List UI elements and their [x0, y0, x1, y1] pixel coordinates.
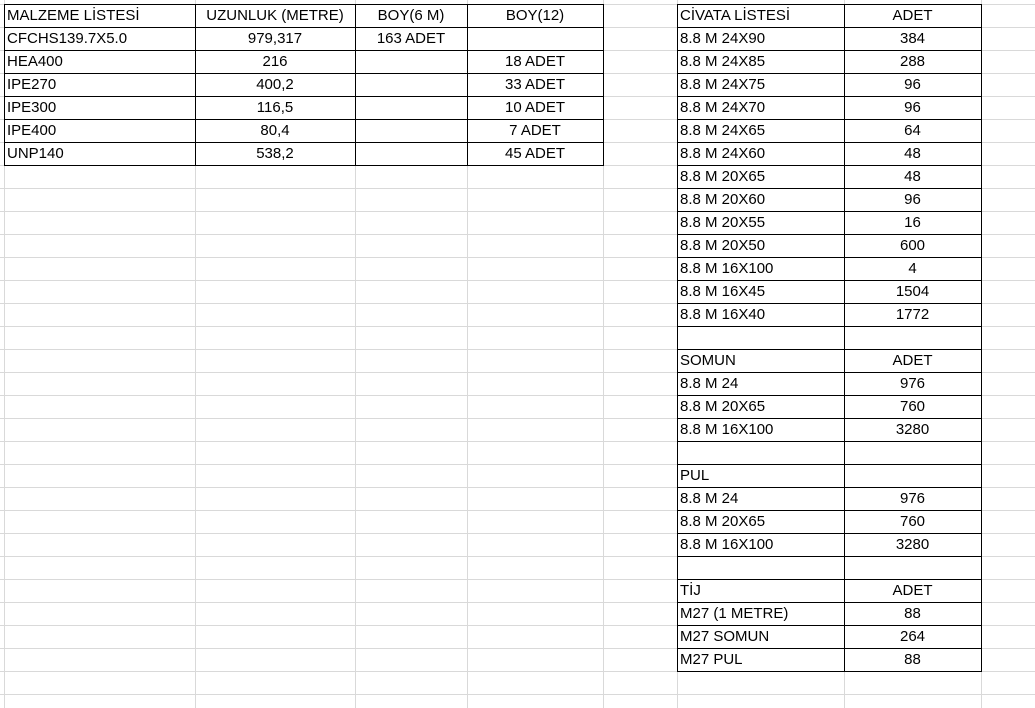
bolt-table-item[interactable]: 8.8 M 24X70 [680, 99, 766, 116]
material-cell[interactable]: 979,317 [247, 30, 303, 47]
bolt-table-item[interactable]: 8.8 M 24X65 [680, 122, 766, 139]
material-cell[interactable]: IPE270 [7, 76, 57, 93]
nut-table-item[interactable]: 8.8 M 20X65 [680, 398, 766, 415]
bolt-table-qty[interactable]: 48 [904, 168, 921, 185]
nut-table-qty[interactable]: 760 [899, 398, 926, 415]
material-cell[interactable]: HEA400 [7, 53, 63, 70]
bolt-table-item[interactable]: 8.8 M 16X100 [680, 260, 774, 277]
material-cell[interactable]: 400,2 [256, 76, 294, 93]
material-cell[interactable]: 33 ADET [504, 76, 566, 93]
bolt-table-qty[interactable]: 600 [899, 237, 926, 254]
bolt-table-border [981, 4, 982, 327]
spacer-row-border [981, 556, 982, 580]
nut-table-item[interactable]: 8.8 M 24 [680, 375, 739, 392]
rod-table-border [981, 579, 982, 672]
nut-table-qty[interactable]: 3280 [895, 421, 930, 438]
rod-table-qty[interactable]: 264 [899, 628, 926, 645]
material-header-cell[interactable]: BOY(12) [505, 7, 565, 24]
material-table-border [4, 165, 604, 166]
bolt-table-header[interactable]: CİVATA LİSTESİ [680, 7, 791, 24]
spacer-row-border [677, 556, 678, 580]
material-cell[interactable]: IPE300 [7, 99, 57, 116]
gridline-row [0, 694, 1035, 695]
spacer-row-border [844, 556, 845, 580]
spacer-row-border [844, 441, 845, 465]
bolt-table-item[interactable]: 8.8 M 20X55 [680, 214, 766, 231]
material-cell[interactable]: 7 ADET [509, 122, 561, 139]
material-header-cell[interactable]: MALZEME LİSTESİ [7, 7, 140, 24]
bolt-table-qty[interactable]: 4 [908, 260, 917, 277]
bolt-table-item[interactable]: 8.8 M 24X60 [680, 145, 766, 162]
nut-table-header-qty[interactable]: ADET [892, 352, 933, 369]
rod-table-item[interactable]: M27 (1 METRE) [680, 605, 789, 622]
bolt-table-qty[interactable]: 48 [904, 145, 921, 162]
rod-table-header[interactable]: TİJ [680, 582, 701, 599]
bolt-table-qty[interactable]: 96 [904, 99, 921, 116]
material-cell[interactable]: 45 ADET [504, 145, 566, 162]
material-cell[interactable]: UNP140 [7, 145, 64, 162]
nut-table-border [981, 349, 982, 442]
bolt-table-qty[interactable]: 16 [904, 214, 921, 231]
bolt-table-item[interactable]: 8.8 M 24X75 [680, 76, 766, 93]
spacer-row-border [981, 326, 982, 350]
material-cell[interactable]: 80,4 [260, 122, 290, 139]
material-cell[interactable] [355, 96, 467, 119]
bolt-table-qty[interactable]: 1504 [895, 283, 930, 300]
bolt-table-item[interactable]: 8.8 M 20X50 [680, 237, 766, 254]
material-cell[interactable]: 216 [262, 53, 288, 70]
material-cell[interactable]: 10 ADET [504, 99, 566, 116]
material-cell[interactable] [355, 50, 467, 73]
bolt-table-qty[interactable]: 384 [899, 30, 926, 47]
bolt-table-header-qty[interactable]: ADET [892, 7, 933, 24]
nut-table-header[interactable]: SOMUN [680, 352, 736, 369]
material-header-cell[interactable]: UZUNLUK (METRE) [206, 7, 344, 24]
material-cell[interactable]: 116,5 [256, 99, 294, 116]
washer-table-item[interactable]: 8.8 M 24 [680, 490, 739, 507]
material-cell[interactable] [467, 27, 603, 50]
bolt-table-item[interactable]: 8.8 M 20X65 [680, 168, 766, 185]
material-cell[interactable]: CFCHS139.7X5.0 [7, 30, 128, 47]
rod-table-qty[interactable]: 88 [904, 605, 921, 622]
spacer-row-border [844, 326, 845, 350]
bolt-table-item[interactable]: 8.8 M 16X40 [680, 306, 766, 323]
bolt-table-qty[interactable]: 96 [904, 76, 921, 93]
nut-table-item[interactable]: 8.8 M 16X100 [680, 421, 774, 438]
washer-table-item[interactable]: 8.8 M 16X100 [680, 536, 774, 553]
rod-table-item[interactable]: M27 SOMUN [680, 628, 770, 645]
washer-table-header-qty[interactable] [844, 464, 981, 487]
spacer-row-border [677, 441, 678, 465]
washer-table-header[interactable]: PUL [680, 467, 710, 484]
material-cell[interactable] [355, 119, 467, 142]
spacer-row-border [677, 579, 982, 580]
spacer-row-border [677, 556, 982, 557]
spacer-row-border [981, 441, 982, 465]
bolt-table-qty[interactable]: 1772 [895, 306, 930, 323]
material-table-border [603, 4, 604, 166]
material-cell[interactable]: 538,2 [256, 145, 294, 162]
material-cell[interactable]: IPE400 [7, 122, 57, 139]
bolt-table-item[interactable]: 8.8 M 16X45 [680, 283, 766, 300]
material-cell[interactable]: 163 ADET [376, 30, 446, 47]
nut-table-qty[interactable]: 976 [899, 375, 926, 392]
bolt-table-qty[interactable]: 288 [899, 53, 926, 70]
material-cell[interactable] [355, 142, 467, 165]
washer-table-border [981, 464, 982, 557]
bolt-table-item[interactable]: 8.8 M 20X60 [680, 191, 766, 208]
washer-table-qty[interactable]: 760 [899, 513, 926, 530]
material-cell[interactable]: 18 ADET [504, 53, 566, 70]
rod-table-qty[interactable]: 88 [904, 651, 921, 668]
rod-table-header-qty[interactable]: ADET [892, 582, 933, 599]
material-header-cell[interactable]: BOY(6 M) [377, 7, 445, 24]
spacer-row-border [677, 349, 982, 350]
spacer-row-border [677, 441, 982, 442]
bolt-table-item[interactable]: 8.8 M 24X90 [680, 30, 766, 47]
washer-table-qty[interactable]: 976 [899, 490, 926, 507]
washer-table-item[interactable]: 8.8 M 20X65 [680, 513, 766, 530]
washer-table-qty[interactable]: 3280 [895, 536, 930, 553]
material-cell[interactable] [355, 73, 467, 96]
spacer-row-border [677, 326, 982, 327]
bolt-table-item[interactable]: 8.8 M 24X85 [680, 53, 766, 70]
spacer-row-border [677, 326, 678, 350]
spacer-row-border [677, 464, 982, 465]
rod-table-item[interactable]: M27 PUL [680, 651, 743, 668]
rod-table-border [677, 671, 982, 672]
bolt-table-qty[interactable]: 96 [904, 191, 921, 208]
bolt-table-qty[interactable]: 64 [904, 122, 921, 139]
